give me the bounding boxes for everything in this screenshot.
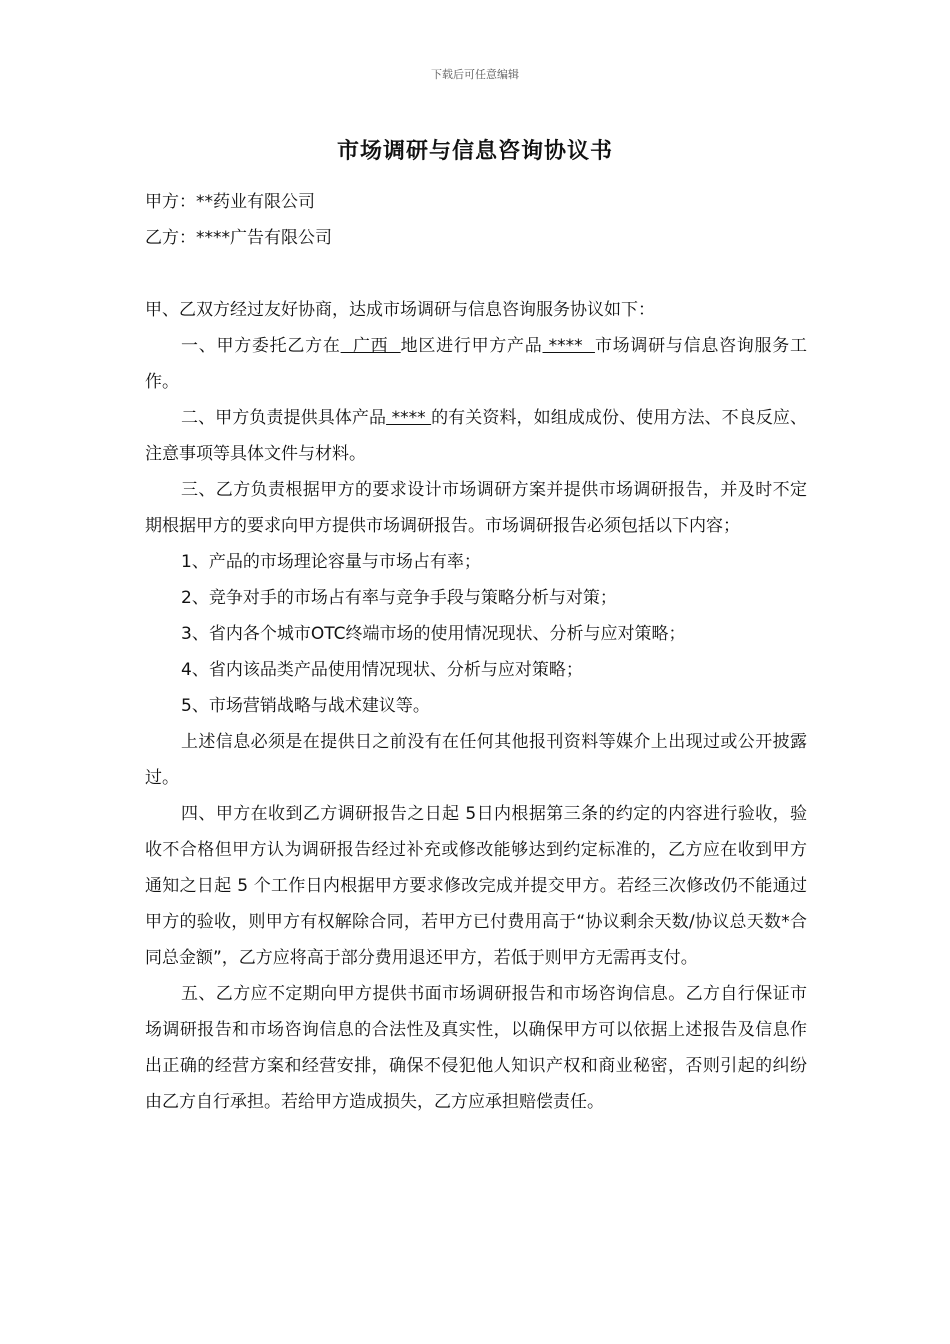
list-item: 3、省内各个城市OTC终端市场的使用情况现状、分析与应对策略；: [181, 624, 686, 644]
clause-2-text-post: 的有关资料，如组成成份、使用方法、不良反应、注意事项等具体文件与材料。: [145, 408, 808, 464]
clause-5: 五、乙方应不定期向甲方提供书面市场调研报告和市场咨询信息。乙方自行保证市场调研报告和市场咨询信息的合法性及真实性，以确保甲方可以依据上述报告及信息作出正确的经营方案和经营安排，确保不侵犯他人知识产权和商业秘密，否则引起的纠纷由乙方自行承担。若给甲方造成损失，乙方应承担赔偿责任。: [145, 984, 807, 1112]
list-item: 4、省内该品类产品使用情况现状、分析与应对策略；: [181, 660, 583, 680]
clause-2-text-pre: 二、甲方负责提供具体产品: [181, 408, 387, 428]
disclosure-note: 上述信息必须是在提供日之前没有在任何其他报刊资料等媒介上出现过或公开披露过。: [145, 732, 807, 788]
document-title: 市场调研与信息咨询协议书: [336, 139, 613, 164]
list-item: 1、产品的市场理论容量与市场占有率；: [181, 552, 481, 572]
document-body: [145, 184, 807, 1120]
blank-line: [145, 256, 807, 292]
clause-1-text-mid: 地区进行甲方产品: [400, 336, 543, 356]
clause-1: [145, 328, 807, 400]
clause-4: 四、甲方在收到乙方调研报告之日起 5日内根据第三条的约定的内容进行验收，验收不合格但甲方认为调研报告经过补充或修改能够达到约定标准的，乙方应在收到甲方通知之日起 5 个工作日内根据甲方要求修改完成并提交甲方。若经三次修改仍不能通过甲方的验收，则甲方有权解除合同，若甲方已付费用高于“协议剩余天数/协议总天数*合同总金额”，乙方应将高于部分费用退还甲方，若低于则甲方无需再支付。: [145, 804, 807, 968]
clause-1-region: 广西: [340, 336, 401, 356]
intro-paragraph: 甲、乙双方经过友好协商，达成市场调研与信息咨询服务协议如下：: [145, 300, 655, 320]
clause-3: 三、乙方负责根据甲方的要求设计市场调研方案并提供市场调研报告，并及时不定期根据甲方的要求向甲方提供市场调研报告。市场调研报告必须包括以下内容；: [145, 480, 807, 536]
party-b: 乙方：****广告有限公司: [145, 228, 332, 248]
header-note: 下载后可任意编辑: [431, 68, 519, 81]
clause-2-product: ****: [386, 408, 432, 428]
clause-1-text-pre: 一、甲方委托乙方在: [181, 336, 341, 356]
clause-1-product: ****: [542, 336, 595, 356]
clause-1-text-post: 市场调研与信息咨询服务工作。: [145, 336, 808, 392]
party-a: 甲方：**药业有限公司: [145, 192, 315, 212]
list-item: 2、竞争对手的市场占有率与竞争手段与策略分析与对策；: [181, 588, 617, 608]
list-item: 5、市场营销战略与战术建议等。: [181, 696, 430, 716]
clause-2: [145, 400, 807, 472]
